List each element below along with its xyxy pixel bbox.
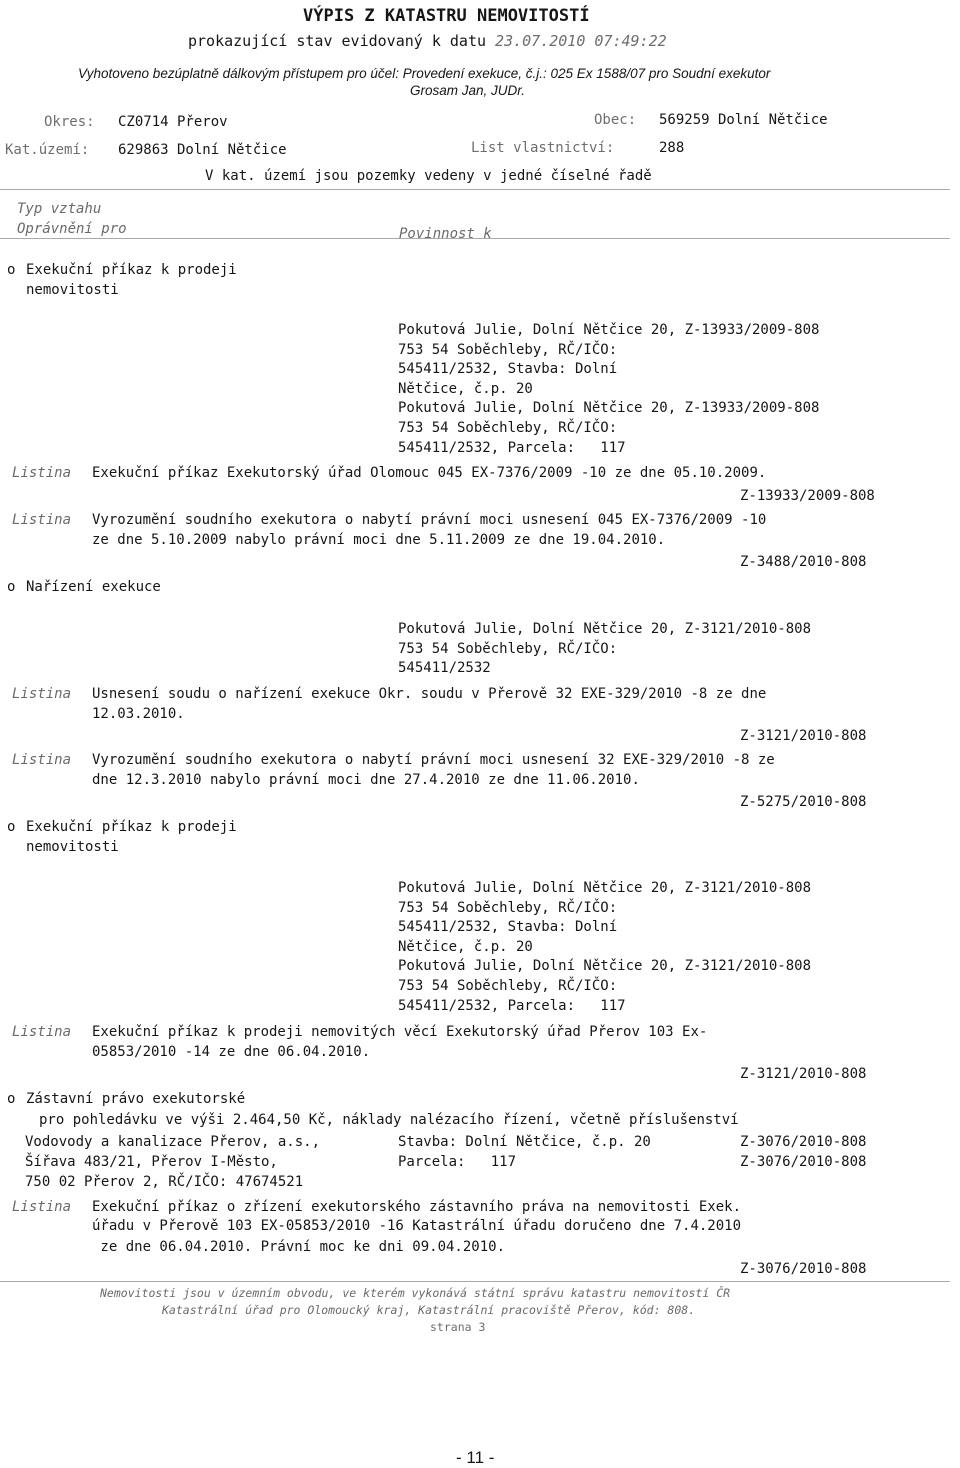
- bullet: o: [7, 1091, 16, 1107]
- footer-line-1: Nemovitosti jsou v územním obvodu, ve kterém vykonává státní správu katastru nemovitostí ČR: [100, 1286, 731, 1300]
- listina-text: úřadu v Přerově 103 EX-05853/2010 -16 Katastrální úřadu doručeno dne 7.4.2010: [92, 1218, 742, 1234]
- katuzemi-label: Kat.území:: [5, 142, 90, 158]
- col-typ-vztahu: Typ vztahu: [17, 201, 102, 217]
- listina-text: Vyrozumění soudního exekutora o nabytí právní moci usnesení 045 EX-7376/2009 -10: [92, 512, 767, 528]
- entry-item: 545411/2532, Parcela: 117: [398, 998, 626, 1014]
- listina-ref: Z-5275/2010-808: [740, 794, 867, 810]
- creditor-line: Vodovody a kanalizace Přerov, a.s.,: [25, 1134, 321, 1150]
- entry-item: Pokutová Julie, Dolní Nětčice 20, Z-3121/2010-808: [398, 880, 812, 896]
- listina-text: ze dne 5.10.2009 nabylo právní moci dne 5.11.2009 ze dne 19.04.2010.: [92, 532, 666, 548]
- listina-text: Exekuční příkaz k prodeji nemovitých věcí Exekutorský úřad Přerov 103 Ex-: [92, 1024, 708, 1040]
- entry-heading: Nařízení exekuce: [26, 579, 161, 595]
- listina-label: Listina: [12, 465, 72, 481]
- entry-item: Nětčice, č.p. 20: [398, 381, 533, 397]
- entry-heading: Exekuční příkaz k prodeji: [26, 262, 237, 278]
- entry-heading: Exekuční příkaz k prodeji: [26, 819, 237, 835]
- bullet: o: [7, 579, 16, 595]
- creditor-line: 750 02 Přerov 2, RČ/IČO: 47674521: [25, 1174, 304, 1190]
- listina-text: ze dne 06.04.2010. Právní moc ke dni 09.04.2010.: [92, 1239, 506, 1255]
- lv-label: List vlastnictví:: [471, 140, 615, 156]
- obec-value: 569259 Dolní Nětčice: [659, 112, 828, 128]
- listina-ref: Z-3121/2010-808: [740, 728, 867, 744]
- entry-heading: nemovitosti: [26, 282, 119, 298]
- purpose-line-1: Vyhotoveno bezúplatně dálkovým přístupem pro účel: Provedení exekuce, č.j.: 025 Ex 1588/07 pro Soudní exekutor: [78, 66, 771, 81]
- listina-text: Exekuční příkaz Exekutorský úřad Olomouc 045 EX-7376/2009 -10 ze dne 05.10.2009.: [92, 465, 767, 481]
- entry-heading: nemovitosti: [26, 839, 119, 855]
- listina-text: Vyrozumění soudního exekutora o nabytí právní moci usnesení 32 EXE-329/2010 -8 ze: [92, 752, 775, 768]
- entry-item: 753 54 Soběchleby, RČ/IČO:: [398, 900, 618, 916]
- entry-item: 753 54 Soběchleby, RČ/IČO:: [398, 420, 618, 436]
- object-text: Parcela: 117: [398, 1154, 517, 1170]
- listina-label: Listina: [12, 512, 72, 528]
- subtitle-label: prokazující stav evidovaný k datu: [188, 32, 487, 50]
- lv-value: 288: [659, 140, 685, 156]
- entry-item: Pokutová Julie, Dolní Nětčice 20, Z-3121/2010-808: [398, 958, 812, 974]
- entry-item: 545411/2532, Stavba: Dolní: [398, 361, 618, 377]
- entry-heading: Zástavní právo exekutorské: [26, 1091, 246, 1107]
- listina-text: dne 12.3.2010 nabylo právní moci dne 27.4.2010 ze dne 11.06.2010.: [92, 772, 640, 788]
- footer-line-2: Katastrální úřad pro Olomoucký kraj, Katastrální pracoviště Přerov, kód: 808.: [162, 1303, 696, 1317]
- listina-ref: Z-3076/2010-808: [740, 1261, 867, 1277]
- bullet: o: [7, 819, 16, 835]
- entry-item: 753 54 Soběchleby, RČ/IČO:: [398, 641, 618, 657]
- kat-note: V kat. území jsou pozemky vedeny v jedné číselné řadě: [205, 168, 652, 184]
- listina-text: 12.03.2010.: [92, 706, 185, 722]
- entry-item: 545411/2532, Parcela: 117: [398, 440, 626, 456]
- okres-label: Okres:: [44, 114, 95, 130]
- listina-text: Exekuční příkaz o zřízení exekutorského zástavního práva na nemovitosti Exek.: [92, 1199, 742, 1215]
- listina-ref: Z-3121/2010-808: [740, 1066, 867, 1082]
- entry-item: 753 54 Soběchleby, RČ/IČO:: [398, 342, 618, 358]
- col-opravneni-pro: Oprávnění pro: [17, 221, 127, 237]
- header-rule: [0, 189, 950, 190]
- object-text: Stavba: Dolní Nětčice, č.p. 20: [398, 1134, 651, 1150]
- listina-ref: Z-13933/2009-808: [740, 488, 875, 504]
- listina-label: Listina: [12, 752, 72, 768]
- entry-item: Nětčice, č.p. 20: [398, 939, 533, 955]
- object-ref: Z-3076/2010-808: [740, 1134, 867, 1150]
- entry-item: Pokutová Julie, Dolní Nětčice 20, Z-13933/2009-808: [398, 400, 820, 416]
- entry-item: 753 54 Soběchleby, RČ/IČO:: [398, 978, 618, 994]
- listina-text: Usnesení soudu o nařízení exekuce Okr. soudu v Přerově 32 EXE-329/2010 -8 ze dne: [92, 686, 767, 702]
- entry-item: 545411/2532, Stavba: Dolní: [398, 919, 618, 935]
- listina-ref: Z-3488/2010-808: [740, 554, 867, 570]
- listina-text: 05853/2010 -14 ze dne 06.04.2010.: [92, 1044, 371, 1060]
- page-number: - 11 -: [456, 1448, 495, 1467]
- subtitle: [188, 31, 667, 51]
- purpose-line-2: Grosam Jan, JUDr.: [410, 83, 526, 98]
- footer-page: strana 3: [430, 1320, 486, 1334]
- footer-rule: [0, 1281, 950, 1282]
- amount-line: pro pohledávku ve výši 2.464,50 Kč, náklady nalézacího řízení, včetně příslušenství: [39, 1112, 739, 1128]
- bullet: o: [7, 262, 16, 278]
- listina-label: Listina: [12, 1199, 72, 1215]
- listina-label: Listina: [12, 1024, 72, 1040]
- obec-label: Obec:: [594, 112, 637, 128]
- entry-item: Pokutová Julie, Dolní Nětčice 20, Z-13933/2009-808: [398, 322, 820, 338]
- columns-rule: [0, 238, 950, 239]
- creditor-line: Šířava 483/21, Přerov I-Město,: [25, 1154, 278, 1170]
- entry-item: Pokutová Julie, Dolní Nětčice 20, Z-3121/2010-808: [398, 621, 812, 637]
- object-ref: Z-3076/2010-808: [740, 1154, 867, 1170]
- subtitle-date: 23.07.2010 07:49:22: [495, 32, 667, 50]
- entry-item: 545411/2532: [398, 660, 491, 676]
- okres-value: CZ0714 Přerov: [118, 114, 228, 130]
- katuzemi-value: 629863 Dolní Nětčice: [118, 142, 287, 158]
- page-title: VÝPIS Z KATASTRU NEMOVITOSTÍ: [303, 6, 590, 26]
- col-povinnost-k: Povinnost k: [399, 226, 492, 242]
- listina-label: Listina: [12, 686, 72, 702]
